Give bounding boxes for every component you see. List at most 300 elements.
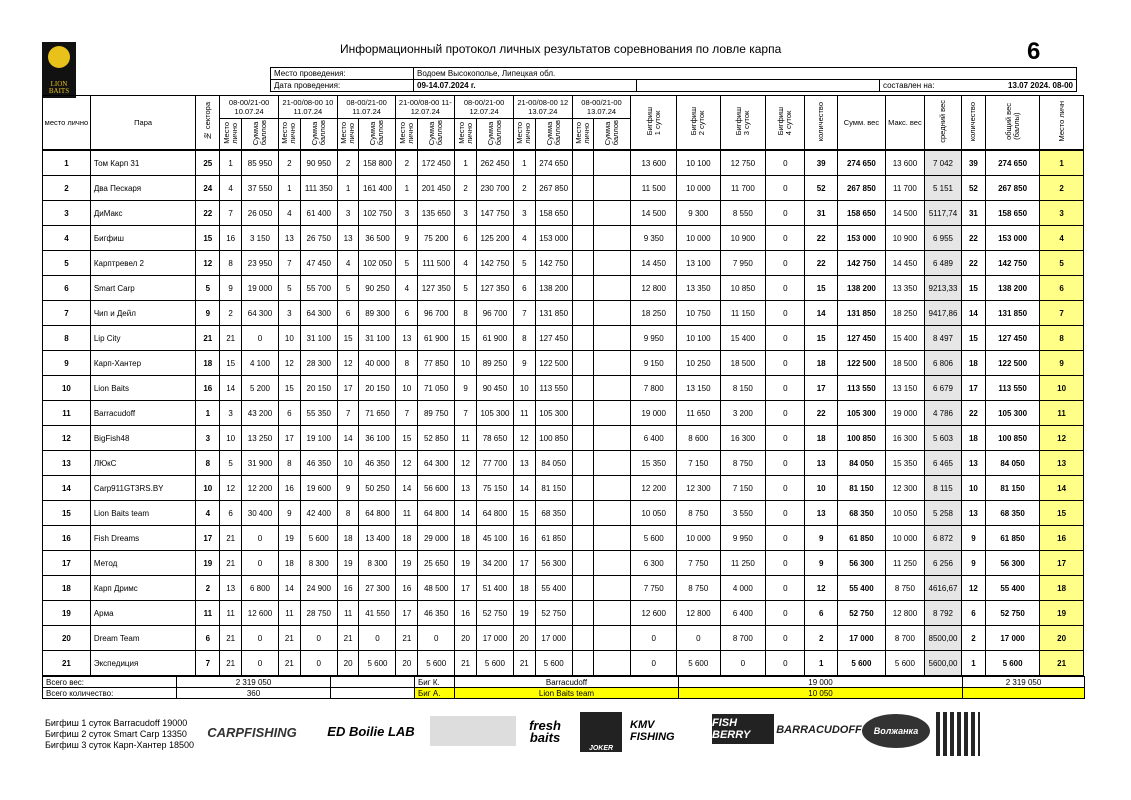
table-row	[43, 651, 1084, 676]
pair-cell: Fish Dreams	[90, 526, 196, 551]
count2-cell: 52	[961, 176, 985, 201]
period-score-cell: 46 350	[300, 451, 337, 476]
sum-weight-cell: 122 500	[838, 351, 886, 376]
table-row	[43, 551, 1084, 576]
period-score-cell: 201 450	[418, 176, 455, 201]
bigfish-4-cell: 0	[766, 551, 805, 576]
header-place: место лично	[43, 96, 91, 151]
period-score-cell: 102 050	[359, 251, 396, 276]
header-final-place: Место личн	[1056, 101, 1066, 142]
avg-weight-cell: 6 872	[925, 526, 962, 551]
period-place-cell: 17	[513, 551, 535, 576]
sum-weight-cell: 100 850	[838, 426, 886, 451]
period-place-cell: 10	[220, 426, 242, 451]
period-score-cell	[594, 426, 631, 451]
period-score-cell: 127 350	[418, 276, 455, 301]
bigfish-3-cell: 7 150	[720, 476, 766, 501]
period-score-cell: 26 750	[300, 226, 337, 251]
period-score-cell: 55 400	[535, 576, 572, 601]
total-weight-cell: 113 550	[985, 376, 1039, 401]
period-score-cell: 90 250	[359, 276, 396, 301]
max-weight-cell: 8 750	[885, 576, 924, 601]
period-score-cell: 56 600	[418, 476, 455, 501]
period-score-cell: 56 300	[535, 551, 572, 576]
period-score-cell: 172 450	[418, 150, 455, 176]
max-weight-cell: 14 500	[885, 201, 924, 226]
avg-weight-cell: 5600,00	[925, 651, 962, 676]
sum-weight-cell: 153 000	[838, 226, 886, 251]
sector-cell: 1	[196, 401, 220, 426]
header-avg-weight: средний вес	[937, 100, 947, 143]
period-score-cell: 0	[242, 526, 279, 551]
final-place-cell: 19	[1040, 601, 1084, 626]
period-place-cell: 1	[220, 150, 242, 176]
total-weight-cell: 81 150	[985, 476, 1039, 501]
period-score-cell: 26 050	[242, 201, 279, 226]
final-place-cell: 21	[1040, 651, 1084, 676]
period-score-cell: 55 350	[300, 401, 337, 426]
period-score-cell: 28 750	[300, 601, 337, 626]
final-place-cell: 4	[1040, 226, 1084, 251]
period-score-cell	[594, 476, 631, 501]
period-place-cell	[572, 401, 594, 426]
count2-cell: 15	[961, 326, 985, 351]
bigfish-3-cell: 8 700	[720, 626, 766, 651]
bigfish-3-cell: 7 950	[720, 251, 766, 276]
table-row	[43, 626, 1084, 651]
period-place-cell: 4	[337, 251, 359, 276]
table-row	[43, 326, 1084, 351]
count2-cell: 15	[961, 276, 985, 301]
period-place-cell: 13	[513, 451, 535, 476]
total-weight-cell: 56 300	[985, 551, 1039, 576]
total-weight-cell: 17 000	[985, 626, 1039, 651]
avg-weight-cell: 5117,74	[925, 201, 962, 226]
period-score-cell: 48 500	[418, 576, 455, 601]
bigfish-3-cell: 4 000	[720, 576, 766, 601]
header-max-weight: Макс. вес	[885, 96, 924, 151]
period-place-cell: 12	[396, 451, 418, 476]
period-place-cell: 5	[279, 276, 301, 301]
pair-cell: Lip City	[90, 326, 196, 351]
period-place-cell: 2	[455, 176, 477, 201]
sector-cell: 6	[196, 626, 220, 651]
sum-weight-cell: 68 350	[838, 501, 886, 526]
table-row	[43, 276, 1084, 301]
final-place-cell: 10	[1040, 376, 1084, 401]
header-sum-weight: Сумм. вес	[838, 96, 886, 151]
bigfish-2-cell: 9 300	[677, 201, 721, 226]
sector-cell: 10	[196, 476, 220, 501]
period-score-cell: 30 400	[242, 501, 279, 526]
big-a-team: Lion Baits team	[455, 688, 679, 699]
bigfish-4-cell: 0	[766, 501, 805, 526]
period-place-cell: 2	[279, 150, 301, 176]
sum-weight-cell: 84 050	[838, 451, 886, 476]
total-weight-cell: 52 750	[985, 601, 1039, 626]
max-weight-cell: 18 250	[885, 301, 924, 326]
period-place-cell	[572, 226, 594, 251]
sector-cell: 9	[196, 301, 220, 326]
period-place-cell	[572, 176, 594, 201]
period-place-cell: 15	[513, 501, 535, 526]
period-place-cell: 2	[337, 150, 359, 176]
period-score-cell: 0	[359, 626, 396, 651]
pair-cell: Barracudoff	[90, 401, 196, 426]
period-place-cell: 18	[337, 526, 359, 551]
bigfish-1-cell: 12 200	[631, 476, 677, 501]
table-row	[43, 176, 1084, 201]
final-place-cell: 20	[1040, 626, 1084, 651]
bigfish-4-cell: 0	[766, 201, 805, 226]
period-place-cell: 7	[455, 401, 477, 426]
pair-cell: Экспедиция	[90, 651, 196, 676]
count2-cell: 13	[961, 451, 985, 476]
place-cell: 1	[43, 150, 91, 176]
period-score-cell: 31 100	[300, 326, 337, 351]
bigfish-1-cell: 11 500	[631, 176, 677, 201]
period-place-cell: 13	[396, 326, 418, 351]
period-place-cell: 21	[513, 651, 535, 676]
avg-weight-cell: 6 256	[925, 551, 962, 576]
page-title: Информационный протокол личных результатов соревнования по ловле карпа	[340, 42, 782, 56]
table-row	[43, 426, 1084, 451]
period-place-cell: 3	[396, 201, 418, 226]
period-place-cell: 12	[455, 451, 477, 476]
bigfish-4-cell: 0	[766, 301, 805, 326]
pair-cell: Том Карп 31	[90, 150, 196, 176]
period-score-cell: 12 200	[242, 476, 279, 501]
period-place-cell: 1	[455, 150, 477, 176]
avg-weight-cell: 4616,67	[925, 576, 962, 601]
period-place-cell: 19	[455, 551, 477, 576]
total-weight-cell: 131 850	[985, 301, 1039, 326]
total-weight-cell: 158 650	[985, 201, 1039, 226]
period-place-cell	[572, 276, 594, 301]
pair-cell: Lion Baits	[90, 376, 196, 401]
period-score-cell: 29 000	[418, 526, 455, 551]
period-score-cell: 111 500	[418, 251, 455, 276]
period-score-cell: 27 300	[359, 576, 396, 601]
period-score-cell: 5 200	[242, 376, 279, 401]
bigfish-1-cell: 13 600	[631, 150, 677, 176]
period-place-cell: 14	[337, 426, 359, 451]
max-weight-cell: 11 700	[885, 176, 924, 201]
page-number: 6	[1027, 38, 1041, 65]
lion-icon	[48, 46, 70, 68]
count2-cell: 17	[961, 376, 985, 401]
pair-cell: Бигфиш	[90, 226, 196, 251]
header-period: 21-00/08-00 12 13.07.24	[513, 96, 572, 119]
compiled-value: 13.07 2024. 08-00	[1008, 81, 1073, 90]
period-score-cell: 8 300	[359, 551, 396, 576]
avg-weight-cell: 7 042	[925, 150, 962, 176]
subheader-place: Место лично	[515, 122, 533, 144]
bigfish-2-cell: 10 000	[677, 226, 721, 251]
count2-cell: 2	[961, 626, 985, 651]
period-place-cell: 6	[279, 401, 301, 426]
max-weight-cell: 16 300	[885, 426, 924, 451]
sum-weight-cell: 158 650	[838, 201, 886, 226]
max-weight-cell: 18 500	[885, 351, 924, 376]
bigfish-2-cell: 8 750	[677, 576, 721, 601]
period-score-cell: 127 450	[535, 326, 572, 351]
avg-weight-cell: 6 465	[925, 451, 962, 476]
max-weight-cell: 15 400	[885, 326, 924, 351]
table-row	[43, 351, 1084, 376]
max-weight-cell: 15 350	[885, 451, 924, 476]
avg-weight-cell: 6 679	[925, 376, 962, 401]
date-value: 09-14.07.2024 г.	[414, 80, 637, 92]
period-score-cell: 102 750	[359, 201, 396, 226]
period-score-cell: 64 800	[418, 501, 455, 526]
period-score-cell: 55 700	[300, 276, 337, 301]
period-place-cell: 10	[337, 451, 359, 476]
max-weight-cell: 10 050	[885, 501, 924, 526]
sponsor-logo: FISH BERRY	[712, 714, 774, 744]
place-cell: 4	[43, 226, 91, 251]
bigfish-2-cell: 12 800	[677, 601, 721, 626]
period-score-cell: 105 300	[476, 401, 513, 426]
period-place-cell: 8	[455, 301, 477, 326]
table-row	[43, 576, 1084, 601]
bigfish-4-cell: 0	[766, 376, 805, 401]
count2-cell: 22	[961, 226, 985, 251]
period-place-cell: 7	[337, 401, 359, 426]
period-place-cell: 14	[513, 476, 535, 501]
sector-cell: 4	[196, 501, 220, 526]
period-place-cell	[572, 251, 594, 276]
period-score-cell: 89 750	[418, 401, 455, 426]
bigfish-3-cell: 6 400	[720, 601, 766, 626]
period-place-cell	[572, 326, 594, 351]
period-score-cell: 52 750	[535, 601, 572, 626]
period-score-cell: 52 850	[418, 426, 455, 451]
header-bigfish-3: Бигфиш 3 суток	[733, 107, 751, 136]
period-score-cell: 0	[242, 326, 279, 351]
blank-cell	[331, 677, 415, 688]
header-bigfish-4: Бигфиш 4 суток	[776, 107, 794, 136]
period-score-cell: 0	[300, 626, 337, 651]
period-place-cell: 14	[279, 576, 301, 601]
total-weight-cell: 84 050	[985, 451, 1039, 476]
final-place-cell: 7	[1040, 301, 1084, 326]
period-place-cell: 16	[513, 526, 535, 551]
place-cell: 11	[43, 401, 91, 426]
table-row	[43, 226, 1084, 251]
period-score-cell: 71 050	[418, 376, 455, 401]
sector-cell: 24	[196, 176, 220, 201]
period-score-cell: 85 950	[242, 150, 279, 176]
period-score-cell: 61 900	[476, 326, 513, 351]
header-period: 08-00/21-00 10.07.24	[220, 96, 279, 119]
period-place-cell: 20	[337, 651, 359, 676]
period-place-cell: 13	[220, 576, 242, 601]
place-cell: 13	[43, 451, 91, 476]
period-place-cell: 11	[220, 601, 242, 626]
info-table	[270, 67, 1077, 92]
place-cell: 17	[43, 551, 91, 576]
period-score-cell: 96 700	[476, 301, 513, 326]
subheader-score: Сумма баллов	[485, 120, 503, 146]
pair-cell: Два Пескаря	[90, 176, 196, 201]
bigfish-4-cell: 0	[766, 626, 805, 651]
pair-cell: ДиМакс	[90, 201, 196, 226]
period-place-cell: 21	[455, 651, 477, 676]
count-cell: 9	[805, 526, 838, 551]
sum-weight-cell: 131 850	[838, 301, 886, 326]
bigfish-4-cell: 0	[766, 351, 805, 376]
avg-weight-cell: 9213,33	[925, 276, 962, 301]
bigfish-3-cell: 18 500	[720, 351, 766, 376]
lion-baits-logo	[42, 42, 76, 98]
period-place-cell	[572, 576, 594, 601]
max-weight-cell: 14 450	[885, 251, 924, 276]
total-weight-cell: 122 500	[985, 351, 1039, 376]
period-place-cell: 1	[279, 176, 301, 201]
bigfish-4-cell: 0	[766, 326, 805, 351]
sector-cell: 16	[196, 376, 220, 401]
avg-weight-cell: 8 115	[925, 476, 962, 501]
avg-weight-cell: 8 497	[925, 326, 962, 351]
period-score-cell: 23 950	[242, 251, 279, 276]
period-score-cell	[594, 651, 631, 676]
place-cell: 18	[43, 576, 91, 601]
bigfish-3-cell: 8 550	[720, 201, 766, 226]
period-score-cell: 77 700	[476, 451, 513, 476]
period-place-cell: 17	[396, 601, 418, 626]
qr-code-icon	[936, 712, 980, 756]
period-place-cell: 20	[455, 626, 477, 651]
avg-weight-cell: 8500,00	[925, 626, 962, 651]
period-place-cell: 15	[220, 351, 242, 376]
period-score-cell	[594, 401, 631, 426]
period-place-cell: 16	[220, 226, 242, 251]
period-score-cell	[594, 150, 631, 176]
bigfish-4-cell: 0	[766, 426, 805, 451]
subheader-place: Место лично	[397, 122, 415, 144]
period-score-cell	[594, 576, 631, 601]
sum-weight-cell: 274 650	[838, 150, 886, 176]
period-place-cell: 7	[513, 301, 535, 326]
period-place-cell: 12	[220, 476, 242, 501]
subheader-score: Сумма баллов	[368, 120, 386, 146]
count-cell: 15	[805, 276, 838, 301]
header-count: количество	[816, 101, 826, 142]
period-score-cell: 90 950	[300, 150, 337, 176]
period-score-cell: 89 250	[476, 351, 513, 376]
period-place-cell: 13	[279, 226, 301, 251]
period-place-cell: 2	[513, 176, 535, 201]
period-place-cell: 5	[513, 251, 535, 276]
subheader-score: Сумма баллов	[309, 120, 327, 146]
period-place-cell: 13	[455, 476, 477, 501]
period-place-cell	[572, 150, 594, 176]
period-place-cell: 10	[396, 376, 418, 401]
period-score-cell: 19 000	[242, 276, 279, 301]
header-period: 08-00/21-00 13.07.24	[572, 96, 631, 119]
bigfish-3-cell: 12 750	[720, 150, 766, 176]
bigfish-3-cell: 0	[720, 651, 766, 676]
period-place-cell	[572, 601, 594, 626]
count-cell: 13	[805, 501, 838, 526]
bigfish-4-cell: 0	[766, 276, 805, 301]
big-k-weight: 19 000	[679, 677, 963, 688]
bigfish-3-cell: 9 950	[720, 526, 766, 551]
period-score-cell: 47 450	[300, 251, 337, 276]
max-weight-cell: 19 000	[885, 401, 924, 426]
venue-label: Место проведения:	[271, 68, 414, 80]
header-period: 21-00/08-00 11- 12.07.24	[396, 96, 455, 119]
total-weight-cell: 61 850	[985, 526, 1039, 551]
period-place-cell: 15	[279, 376, 301, 401]
place-cell: 8	[43, 326, 91, 351]
period-place-cell	[572, 426, 594, 451]
place-cell: 19	[43, 601, 91, 626]
sector-cell: 22	[196, 201, 220, 226]
count2-cell: 10	[961, 476, 985, 501]
period-place-cell	[572, 301, 594, 326]
period-place-cell: 21	[220, 326, 242, 351]
final-place-cell: 17	[1040, 551, 1084, 576]
count-cell: 52	[805, 176, 838, 201]
sum-weight-cell: 113 550	[838, 376, 886, 401]
period-place-cell: 10	[455, 351, 477, 376]
period-score-cell: 127 350	[476, 276, 513, 301]
period-place-cell: 18	[279, 551, 301, 576]
count-cell: 10	[805, 476, 838, 501]
period-score-cell: 42 400	[300, 501, 337, 526]
bigfish-1-cell: 12 800	[631, 276, 677, 301]
count2-cell: 18	[961, 351, 985, 376]
period-place-cell	[572, 626, 594, 651]
total-weight-value: 2 319 050	[177, 677, 331, 688]
blank-cell	[963, 688, 1085, 699]
sector-cell: 25	[196, 150, 220, 176]
avg-weight-cell: 5 258	[925, 501, 962, 526]
period-place-cell: 21	[220, 651, 242, 676]
avg-weight-cell: 4 786	[925, 401, 962, 426]
period-place-cell	[572, 451, 594, 476]
period-place-cell: 18	[396, 526, 418, 551]
period-place-cell: 6	[220, 501, 242, 526]
sector-cell: 8	[196, 451, 220, 476]
period-score-cell: 111 350	[300, 176, 337, 201]
count-cell: 6	[805, 601, 838, 626]
bigfish-4-cell: 0	[766, 576, 805, 601]
total-weight-cell: 127 450	[985, 326, 1039, 351]
place-cell: 3	[43, 201, 91, 226]
period-score-cell: 40 000	[359, 351, 396, 376]
count-cell: 14	[805, 301, 838, 326]
bigfish-4-cell: 0	[766, 651, 805, 676]
period-place-cell	[572, 376, 594, 401]
header-count-2: количество	[968, 101, 978, 142]
period-place-cell: 13	[337, 226, 359, 251]
blank-cell	[331, 688, 415, 699]
final-place-cell: 5	[1040, 251, 1084, 276]
bigfish-1-cell: 7 800	[631, 376, 677, 401]
max-weight-cell: 13 600	[885, 150, 924, 176]
period-place-cell: 18	[513, 576, 535, 601]
period-score-cell: 20 150	[300, 376, 337, 401]
period-place-cell: 21	[220, 626, 242, 651]
period-score-cell: 61 850	[535, 526, 572, 551]
sum-weight-cell: 52 750	[838, 601, 886, 626]
period-place-cell: 15	[455, 326, 477, 351]
count2-cell: 31	[961, 201, 985, 226]
period-score-cell: 4 100	[242, 351, 279, 376]
